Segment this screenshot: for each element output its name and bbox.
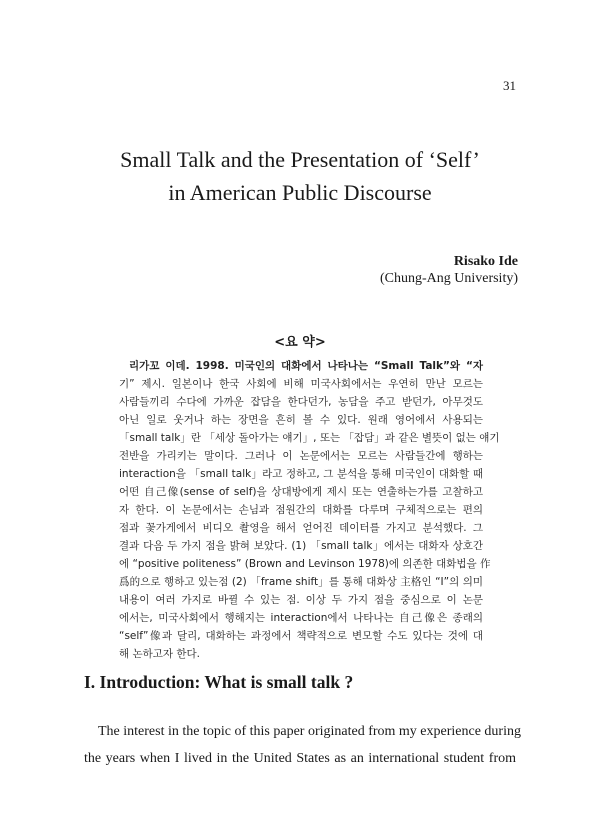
- author-name: Risako Ide: [453, 254, 518, 269]
- abstract-line: 점과 꽃가게에서 비디오 촬영을 해서 얻어진 데이터를 가지고 분석했다. 그: [119, 522, 483, 534]
- abstract-line: 사람들끼리 수다에 가까운 잡담을 한다던가, 농담을 주고 받던가, 아무것도: [119, 396, 483, 408]
- abstract-line: 내용이 여러 가지로 바뀔 수 있는 점. 이상 두 가지 점을 중심으로 이 논문: [119, 594, 483, 606]
- abstract-line: 爲的으로 행하고 있는점 (2) 「frame shift」를 통해 대화상 主格인 “I”의 의미: [119, 576, 483, 588]
- abstract-line: 결과 다음 두 가지 점을 밝혀 보았다. (1) 「small talk」에서는 대화자 상호간: [119, 540, 483, 552]
- abstract-line: 리가꼬 이데. 1998. 미국인의 대화에서 나타나는 “Small Talk”와 “자: [129, 360, 483, 372]
- abstract-line: 전반을 가리키는 말이다. 그러나 이 논문에서는 모르는 사람들간에 행하는: [119, 450, 483, 462]
- abstract-line: 해 논하고자 한다.: [119, 648, 201, 660]
- author-affiliation: (Chung-Ang University): [379, 271, 518, 286]
- abstract-line: interaction을 「small talk」라고 정하고, 그 분석을 통해 미국인이 대화할 때: [119, 468, 483, 480]
- abstract-line: 어떤 自己像(sense of self)을 상대방에게 제시 또는 연출하는가를 고찰하고: [119, 486, 483, 498]
- title-line-1: Small Talk and the Presentation of ‘Self’: [120, 147, 480, 172]
- paper-title: [0, 143, 600, 209]
- body-line: the years when I lived in the United States as an international student from: [84, 751, 516, 766]
- body-line: The interest in the topic of this paper originated from my experience during: [98, 724, 521, 739]
- abstract-line: 「small talk」란 「세상 돌아가는 얘기」, 또는 「잡담」과 같은 별뜻이 없는 얘기: [119, 432, 500, 444]
- page-number: 31: [503, 78, 516, 93]
- abstract-line: 에 “positive politeness” (Brown and Levinson 1978)에 의존한 대화법을 作: [119, 558, 491, 570]
- abstract-heading: <요 약>: [274, 335, 326, 350]
- body-paragraph: [84, 718, 521, 772]
- title-line-2: in American Public Discourse: [168, 180, 432, 205]
- abstract-line: 자 한다. 이 논문에서는 손님과 점원간의 대화를 다루며 구체적으로는 편의: [119, 504, 483, 516]
- abstract-line: 에서는, 미국사회에서 행해지는 interaction에서 나타나는 自己像은 종래의: [119, 612, 483, 624]
- abstract-line: 아닌 일로 웃거나 하는 장면을 흔히 볼 수 있다. 원래 영어에서 사용되는: [119, 414, 483, 426]
- section-heading: I. Introduction: What is small talk ?: [84, 672, 354, 692]
- abstract-line: 기” 제시. 일본이나 한국 사회에 비해 미국사회에서는 우연히 만난 모르는: [119, 378, 483, 390]
- abstract-line: “self”像과 달리, 대화하는 과정에서 책략적으로 변모할 수도 있다는 것에 대: [119, 630, 483, 642]
- abstract-body: [119, 357, 500, 663]
